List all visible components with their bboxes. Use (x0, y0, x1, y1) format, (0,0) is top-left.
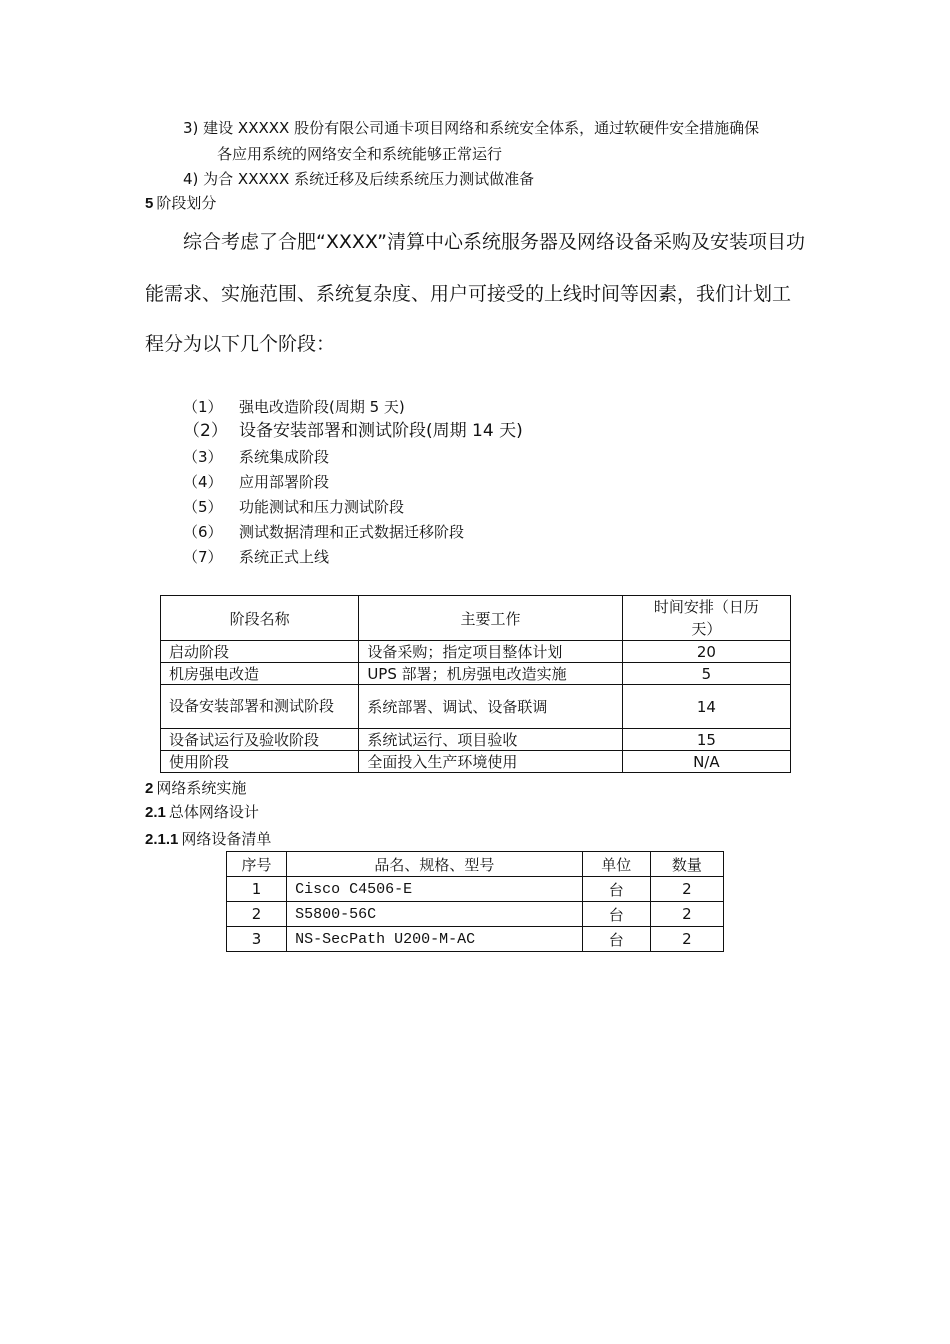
section-number: 2 (145, 780, 154, 797)
table-cell: 5 (622, 663, 790, 685)
table-cell: 台 (582, 902, 650, 927)
section-title: 阶段划分 (156, 194, 217, 212)
table-cell: 2 (650, 877, 723, 902)
table-cell: 设备试运行及验收阶段 (161, 729, 359, 751)
table-cell: 2 (650, 902, 723, 927)
stage-text: 测试数据清理和正式数据迁移阶段 (239, 523, 465, 541)
stage-number: （2） (183, 421, 228, 441)
table-cell: S5800-56C (287, 902, 583, 927)
table-cell: NS-SecPath U200-M-AC (287, 927, 583, 952)
section-title: 网络系统实施 (156, 779, 247, 797)
table-cell: 系统部署、调试、设备联调 (359, 685, 622, 729)
stage-number: （5） (183, 498, 223, 516)
intro-item-4: 4) 为合 XXXXX 系统迁移及后续系统压力测试做准备 (183, 170, 535, 188)
table-row (227, 902, 724, 927)
stage-item (183, 497, 404, 517)
stage-text: 应用部署阶段 (239, 473, 330, 491)
section-title: 总体网络设计 (168, 803, 259, 821)
stage-text: 系统正式上线 (239, 548, 330, 566)
table-header-cell: 时间安排（日历天） (622, 596, 790, 641)
table-cell: 设备安装部署和测试阶段 (161, 685, 359, 729)
table-header-cell: 品名、规格、型号 (287, 852, 583, 877)
section-number: 2.1 (145, 804, 166, 821)
table-header-cell: 阶段名称 (161, 596, 359, 641)
table-cell: 全面投入生产环境使用 (359, 751, 622, 773)
table-cell: 1 (227, 877, 287, 902)
table-row (161, 641, 791, 663)
table-cell: 14 (622, 685, 790, 729)
paragraph-line-1: 综合考虑了合肥“XXXX”清算中心系统服务器及网络设备采购及安装项目功 (183, 231, 805, 253)
table-cell: 20 (622, 641, 790, 663)
equipment-table (226, 851, 724, 952)
stage-text: 系统集成阶段 (239, 448, 330, 466)
table-header-cell: 序号 (227, 852, 287, 877)
section-heading-2-1 (145, 802, 259, 823)
paragraph-line-3: 程分为以下几个阶段： (145, 333, 336, 355)
table-row (161, 685, 791, 729)
stage-item (183, 472, 329, 492)
paragraph-line-2: 能需求、实施范围、系统复杂度、用户可接受的上线时间等因素，我们计划工 (145, 283, 792, 305)
table-row (161, 751, 791, 773)
section-number: 2.1.1 (145, 831, 179, 848)
stage-number: （3） (183, 448, 223, 466)
table-cell: 使用阶段 (161, 751, 359, 773)
section-heading-5 (145, 193, 216, 214)
stage-item (183, 447, 329, 467)
table-row (227, 877, 724, 902)
section-heading-2 (145, 778, 246, 799)
stage-text: 设备安装部署和测试阶段(周期 14 天) (239, 421, 523, 441)
stage-number: （7） (183, 548, 223, 566)
table-cell: N/A (622, 751, 790, 773)
section-title: 网络设备清单 (181, 830, 272, 848)
table-header-row (227, 852, 724, 877)
table-row (161, 729, 791, 751)
table-header-cell: 主要工作 (359, 596, 622, 641)
table-header-cell: 单位 (582, 852, 650, 877)
table-cell: 启动阶段 (161, 641, 359, 663)
intro-item-3: 3) 建设 XXXXX 股份有限公司通卡项目网络和系统安全体系，通过软硬件安全措施确保 (183, 119, 760, 137)
table-cell: 3 (227, 927, 287, 952)
section-number: 5 (145, 195, 154, 212)
stage-text: 强电改造阶段(周期 5 天) (239, 398, 405, 416)
table-cell: 2 (650, 927, 723, 952)
table-row (227, 927, 724, 952)
table-cell: 系统试运行、项目验收 (359, 729, 622, 751)
table-cell: 台 (582, 927, 650, 952)
intro-item-3-continuation: 各应用系统的网络安全和系统能够正常运行 (217, 145, 503, 163)
stage-number: （6） (183, 523, 223, 541)
table-row (161, 663, 791, 685)
table-cell: 15 (622, 729, 790, 751)
stage-item (183, 397, 405, 417)
table-cell: UPS 部署；机房强电改造实施 (359, 663, 622, 685)
table-cell: 2 (227, 902, 287, 927)
stage-number: （4） (183, 473, 223, 491)
table-header-cell: 数量 (650, 852, 723, 877)
table-header-row (161, 596, 791, 641)
table-cell: 台 (582, 877, 650, 902)
table-cell: Cisco C4506-E (287, 877, 583, 902)
stage-item (183, 522, 464, 542)
stage-text: 功能测试和压力测试阶段 (239, 498, 405, 516)
stage-item (183, 420, 523, 442)
section-heading-2-1-1 (145, 829, 271, 850)
table-cell: 设备采购；指定项目整体计划 (359, 641, 622, 663)
stage-number: （1） (183, 398, 223, 416)
phase-table (160, 595, 791, 773)
stage-item (183, 547, 329, 567)
table-cell: 机房强电改造 (161, 663, 359, 685)
